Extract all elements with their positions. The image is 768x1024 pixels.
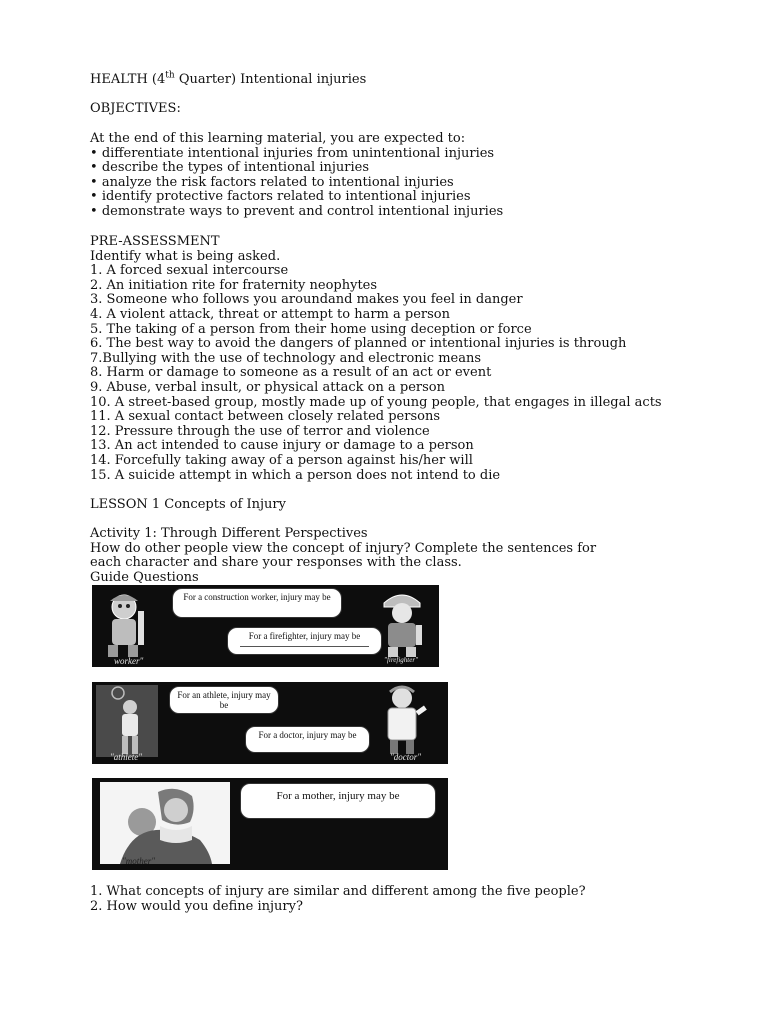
objective-item: • describe the types of intentional injuries xyxy=(90,161,503,176)
preassessment-item: 4. A violent attack, threat or attempt to harm a person xyxy=(90,306,450,322)
preassessment-item: 13. An act intended to cause injury or damage to a person xyxy=(90,438,474,454)
athlete-figure-icon xyxy=(96,685,158,757)
preassessment-item: 12. Pressure through the use of terror and violence xyxy=(90,423,430,439)
guide-questions-label: Guide Questions xyxy=(90,569,199,585)
preassessment-item: 2. An initiation rite for fraternity neophytes xyxy=(90,277,378,293)
objective-item: • differentiate intentional injuries from unintentional injuries xyxy=(90,147,503,162)
document-title xyxy=(90,70,367,88)
caption-firefighter: "firefighter" xyxy=(384,656,419,664)
bubble-text: For an athlete, injury may be xyxy=(177,690,271,710)
title-text-rest: Quarter) Intentional injuries xyxy=(174,72,367,87)
bubble-text: For a doctor, injury may be xyxy=(258,730,357,740)
question-item: 1. What concepts of injury are similar and different among the five people? xyxy=(90,884,586,899)
objective-item: • analyze the risk factors related to intentional injuries xyxy=(90,176,503,191)
caption-athlete: "athlete" xyxy=(110,752,143,762)
lesson-heading: LESSON 1 Concepts of Injury xyxy=(90,497,286,512)
preassessment-item: 14. Forcefully taking away of a person against his/her will xyxy=(90,452,473,468)
preassessment-section xyxy=(90,235,662,483)
objectives-intro: At the end of this learning material, you are expected to: xyxy=(90,131,466,146)
caption-worker: worker" xyxy=(114,656,144,666)
bubble-text: For a mother, injury may be xyxy=(276,790,400,802)
preassessment-item: 5. The taking of a person from their home using deception or force xyxy=(90,321,532,337)
objectives-heading: OBJECTIVES: xyxy=(90,101,181,116)
speech-bubble-worker xyxy=(172,588,342,618)
objective-item: • demonstrate ways to prevent and control intentional injuries xyxy=(90,205,503,220)
activity-text: each character and share your responses with the class. xyxy=(90,555,462,571)
guide-questions-list xyxy=(90,885,586,914)
objective-item: • identify protective factors related to intentional injuries xyxy=(90,190,503,205)
bubble-text: For a construction worker, injury may be xyxy=(183,592,331,602)
preassessment-item: 11. A sexual contact between closely related persons xyxy=(90,409,441,425)
caption-mother: "mother" xyxy=(122,856,156,866)
speech-bubble-doctor xyxy=(245,726,370,753)
panel-worker-firefighter xyxy=(92,585,439,667)
preassessment-item: 1. A forced sexual intercourse xyxy=(90,263,289,279)
preassessment-item: 3. Someone who follows you aroundand makes you feel in danger xyxy=(90,292,523,308)
activity-text: How do other people view the concept of injury? Complete the sentences for xyxy=(90,540,597,556)
question-item: 2. How would you define injury? xyxy=(90,898,303,914)
preassessment-item: 9. Abuse, verbal insult, or physical attack on a person xyxy=(90,379,445,395)
title-text: HEALTH (4 xyxy=(90,72,166,87)
mother-figure-icon xyxy=(100,782,230,864)
speech-bubble-firefighter xyxy=(227,627,382,655)
panel-athlete-doctor xyxy=(92,682,448,764)
doctor-figure-icon xyxy=(376,684,438,756)
preassessment-item: 8. Harm or damage to someone as a result of an act or event xyxy=(90,365,492,381)
bubble-text: For a firefighter, injury may be xyxy=(248,631,361,641)
firefighter-figure-icon xyxy=(374,587,430,659)
caption-doctor: "doctor" xyxy=(390,752,422,762)
panel-mother xyxy=(92,778,448,870)
preassessment-item: 10. A street-based group, mostly made up of young people, that engages in illegal acts xyxy=(90,394,662,410)
preassessment-instruction: Identify what is being asked. xyxy=(90,248,281,264)
speech-bubble-mother xyxy=(240,783,436,819)
preassessment-item: 15. A suicide attempt in which a person does not intend to die xyxy=(90,467,501,483)
worker-figure-icon xyxy=(98,589,158,659)
objectives-section xyxy=(90,132,503,220)
preassessment-heading: PRE-ASSESSMENT xyxy=(90,234,220,249)
activity-section xyxy=(90,527,596,585)
preassessment-item: 6. The best way to avoid the dangers of planned or intentional injuries is through xyxy=(90,336,627,352)
preassessment-item: 7.Bullying with the use of technology and electronic means xyxy=(90,350,482,366)
speech-bubble-athlete xyxy=(169,686,279,714)
activity-title: Activity 1: Through Different Perspectives xyxy=(90,526,368,541)
title-superscript: th xyxy=(165,70,175,81)
